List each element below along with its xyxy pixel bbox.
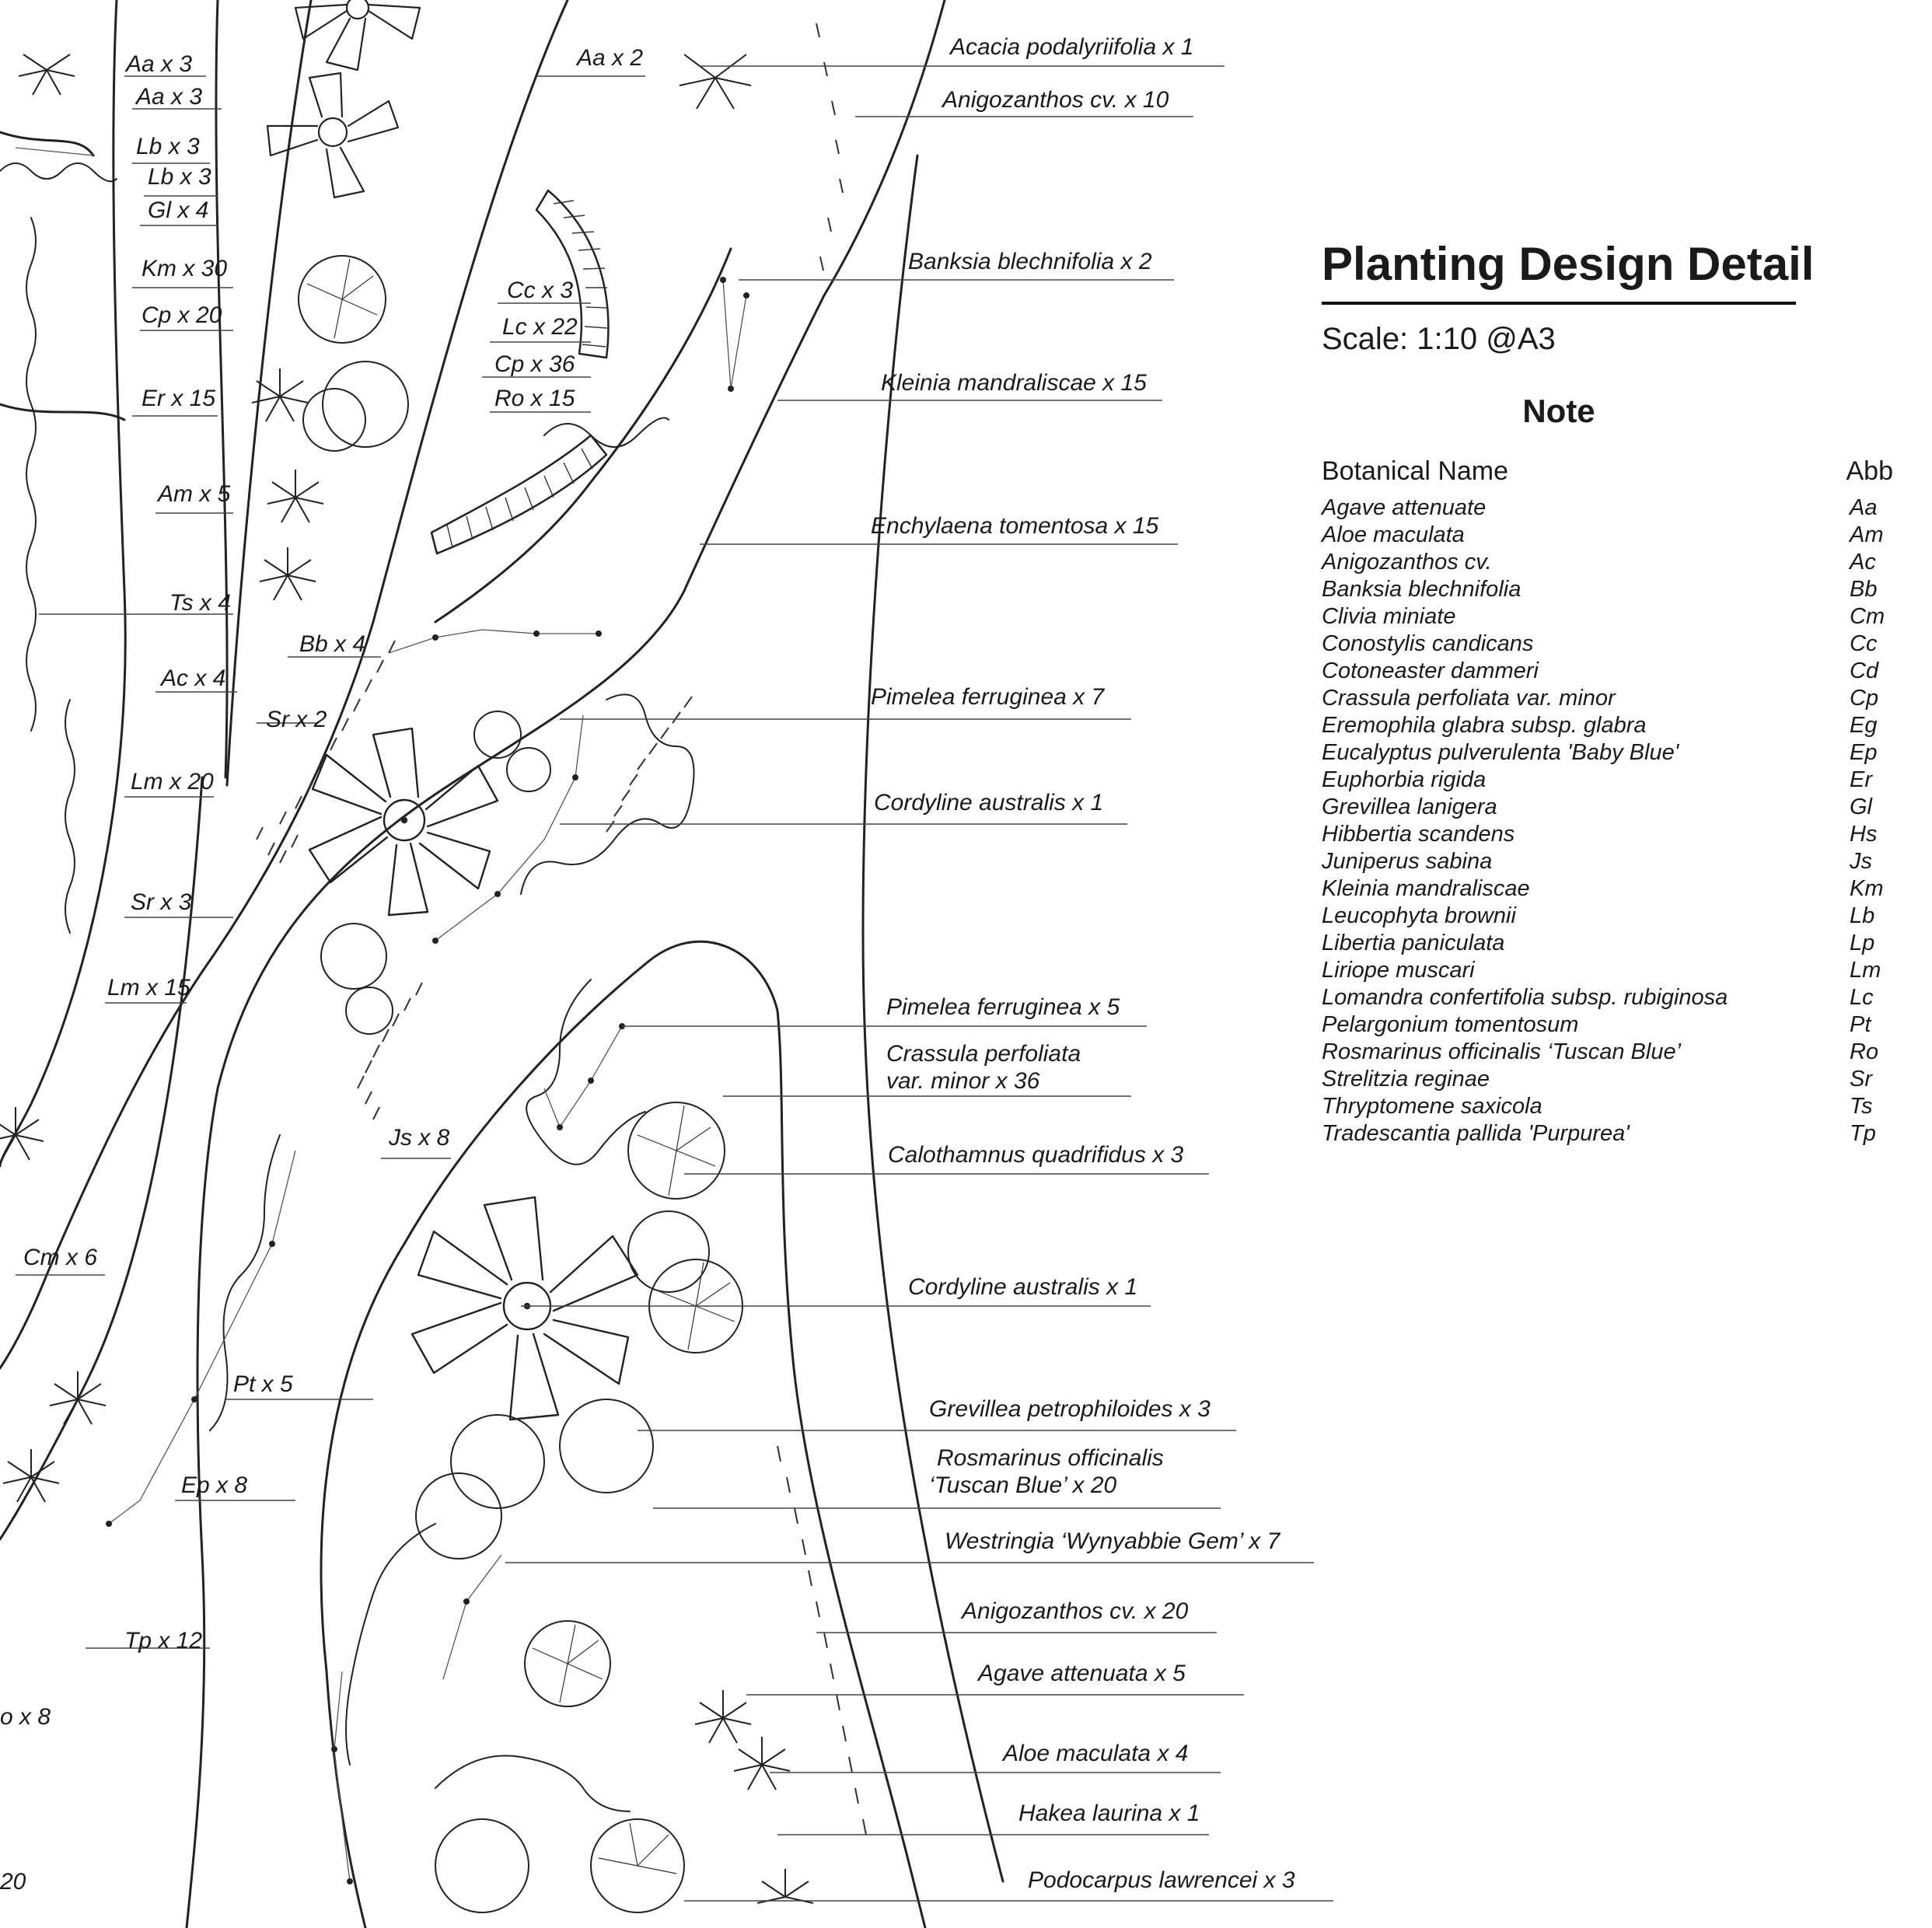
legend-abbreviation: Tp (1850, 1121, 1876, 1146)
legend-botanical-name: Tradescantia pallida 'Purpurea' (1322, 1121, 1630, 1146)
left-plant-labels (0, 51, 327, 1895)
legend-botanical-name: Leucophyta brownii (1322, 903, 1516, 928)
legend-abbreviation: Cm (1850, 604, 1885, 629)
label-hakea: Hakea laurina x 1 (1018, 1801, 1200, 1826)
legend-row (1322, 739, 1893, 767)
label-cc3: Cc x 3 (507, 278, 574, 303)
legend-row (1322, 848, 1893, 875)
legend-botanical-name: Lomandra confertifolia subsp. rubiginosa (1322, 985, 1728, 1010)
label-gl4: Gl x 4 (148, 197, 209, 223)
label-aloe: Aloe maculata x 4 (1003, 1741, 1189, 1766)
label-am5: Am x 5 (158, 481, 231, 507)
legend-abbreviation: Aa (1850, 495, 1878, 520)
label-aa2: Aa x 2 (577, 45, 644, 71)
label-ac4: Ac x 4 (161, 665, 226, 691)
star-shrub-top-2 (295, 0, 420, 70)
label-kleinia: Kleinia mandraliscae x 15 (881, 370, 1147, 396)
legend-botanical-name: Grevillea lanigera (1322, 795, 1497, 819)
label-js8: Js x 8 (389, 1125, 450, 1151)
legend-botanical-name: Eremophila glabra subsp. glabra (1322, 713, 1647, 738)
label-anigozanthos-10: Anigozanthos cv. x 10 (942, 87, 1169, 113)
legend-abbreviation: Js (1850, 849, 1872, 874)
label-x8: o x 8 (0, 1704, 51, 1730)
label-ro15: Ro x 15 (494, 386, 575, 411)
label-cp20: Cp x 20 (141, 302, 222, 328)
label-aa3b: Aa x 3 (136, 84, 203, 110)
legend-col-botanical-name: Botanical Name (1322, 456, 1509, 486)
legend-botanical-name: Thryptomene saxicola (1322, 1094, 1542, 1119)
legend-row (1322, 984, 1893, 1011)
legend-botanical-name: Hibbertia scandens (1322, 822, 1515, 847)
legend-abbreviation: Cd (1850, 658, 1879, 683)
legend-row (1322, 549, 1893, 576)
legend-row (1322, 1066, 1893, 1093)
legend-row (1322, 957, 1893, 984)
legend-abbreviation: Lc (1850, 985, 1874, 1010)
legend-row (1322, 685, 1893, 712)
legend-botanical-name: Libertia paniculata (1322, 931, 1505, 955)
label-agave: Agave attenuata x 5 (978, 1661, 1186, 1686)
legend-abbreviation: Lb (1850, 903, 1875, 928)
legend-row (1322, 794, 1893, 821)
legend-row (1322, 767, 1893, 794)
legend-row (1322, 903, 1893, 930)
label-cordyline-1a: Cordyline australis x 1 (874, 790, 1104, 816)
legend-row (1322, 630, 1893, 658)
legend-abbreviation: Am (1850, 522, 1884, 547)
legend-row (1322, 1039, 1893, 1066)
label-lb3b: Lb x 3 (148, 164, 211, 190)
label-bb4: Bb x 4 (299, 631, 366, 657)
label-lm15: Lm x 15 (107, 975, 190, 1001)
label-cm6: Cm x 6 (23, 1245, 98, 1270)
label-pimelea-5: Pimelea ferruginea x 5 (886, 994, 1120, 1020)
label-cp36: Cp x 36 (494, 351, 575, 377)
label-ts4: Ts x 4 (169, 590, 231, 616)
label-podocarpus: Podocarpus lawrencei x 3 (1028, 1867, 1295, 1893)
legend-botanical-name: Eucalyptus pulverulenta 'Baby Blue' (1322, 740, 1679, 765)
legend-abbreviation: Lp (1850, 931, 1875, 955)
label-20: 20 (0, 1869, 26, 1895)
label-acacia: Acacia podalyriifolia x 1 (950, 34, 1194, 60)
leader-lines (16, 66, 1333, 1901)
legend-abbreviation: Ep (1850, 740, 1878, 765)
legend-row (1322, 821, 1893, 848)
legend-botanical-name: Clivia miniate (1322, 604, 1456, 629)
shrub-radial-lines (307, 259, 735, 1874)
legend-rows (1322, 494, 1893, 1147)
label-lb3a: Lb x 3 (136, 134, 200, 159)
label-km30: Km x 30 (141, 256, 228, 281)
legend-row (1322, 1120, 1893, 1147)
label-er15: Er x 15 (141, 386, 216, 411)
legend-botanical-name: Juniperus sabina (1322, 849, 1493, 874)
legend-botanical-name: Euphorbia rigida (1322, 767, 1487, 792)
legend-abbreviation: Eg (1850, 713, 1878, 738)
label-westringia: Westringia ‘Wynyabbie Gem’ x 7 (945, 1528, 1280, 1554)
label-pt5: Pt x 5 (233, 1371, 293, 1397)
legend-botanical-name: Anigozanthos cv. (1322, 550, 1492, 575)
right-plant-labels (871, 34, 1295, 1893)
label-calothamnus: Calothamnus quadrifidus x 3 (888, 1142, 1184, 1168)
label-sr3: Sr x 3 (131, 889, 192, 915)
label-cordyline-1b: Cordyline australis x 1 (908, 1274, 1138, 1300)
legend-row (1322, 1093, 1893, 1120)
legend-row (1322, 1011, 1893, 1039)
label-enchylaena: Enchylaena tomentosa x 15 (871, 513, 1159, 539)
legend-abbreviation: Er (1850, 767, 1872, 792)
legend-row (1322, 712, 1893, 739)
label-anigozanthos-20: Anigozanthos cv. x 20 (962, 1598, 1189, 1624)
legend-column-headers (1322, 456, 1893, 487)
legend-botanical-name: Cotoneaster dammeri (1322, 658, 1539, 683)
legend-row (1322, 522, 1893, 549)
legend-abbreviation: Ts (1850, 1094, 1873, 1119)
legend-abbreviation: Lm (1850, 958, 1881, 983)
legend-panel (1322, 237, 1913, 1147)
legend-botanical-name: Kleinia mandraliscae (1322, 876, 1530, 901)
legend-row (1322, 658, 1893, 685)
label-grevillea: Grevillea petrophiloides x 3 (929, 1396, 1211, 1422)
wavy-groundcover (0, 163, 694, 1811)
legend-botanical-name: Conostylis candicans (1322, 631, 1534, 656)
legend-abbreviation: Pt (1850, 1012, 1871, 1037)
legend-abbreviation: Cp (1850, 686, 1879, 711)
legend-botanical-name: Agave attenuate (1322, 495, 1487, 520)
legend-abbreviation: Ro (1850, 1039, 1879, 1064)
label-banksia: Banksia blechnifolia x 2 (908, 249, 1152, 274)
legend-botanical-name: Banksia blechnifolia (1322, 577, 1521, 602)
legend-botanical-name: Crassula perfoliata var. minor (1322, 686, 1616, 711)
label-lc22: Lc x 22 (502, 314, 578, 340)
label-crassula-line2: var. minor x 36 (886, 1068, 1040, 1094)
legend-title: Planting Design Detail (1322, 237, 1796, 305)
legend-abbreviation: Bb (1850, 577, 1878, 602)
legend-col-abb: Abb (1846, 456, 1893, 486)
legend-row (1322, 576, 1893, 603)
legend-abbreviation: Hs (1850, 822, 1878, 847)
label-rosmarinus-line1: Rosmarinus officinalis (937, 1445, 1164, 1471)
label-rosmarinus-line2: ‘Tuscan Blue’ x 20 (929, 1472, 1117, 1498)
label-tp12: Tp x 12 (124, 1628, 203, 1654)
legend-row (1322, 930, 1893, 957)
label-aa3a: Aa x 3 (126, 51, 193, 77)
cordyline-symbol-lower (412, 1197, 638, 1420)
star-shrub-top (267, 73, 398, 197)
legend-row (1322, 875, 1893, 903)
label-ep8: Ep x 8 (181, 1472, 248, 1498)
legend-botanical-name: Rosmarinus officinalis ‘Tuscan Blue’ (1322, 1039, 1682, 1064)
legend-botanical-name: Pelargonium tomentosum (1322, 1012, 1579, 1037)
legend-row (1322, 494, 1893, 522)
cordyline-symbol-upper (309, 728, 498, 915)
legend-note-heading: Note (1522, 393, 1595, 429)
small-dots (106, 277, 749, 1884)
legend-abbreviation: Sr (1850, 1067, 1872, 1091)
legend-botanical-name: Aloe maculata (1322, 522, 1465, 547)
label-lm20: Lm x 20 (131, 769, 214, 795)
label-crassula-line1: Crassula perfoliata (886, 1041, 1081, 1067)
legend-abbreviation: Cc (1850, 631, 1878, 656)
planting-connectors (16, 148, 746, 1881)
legend-scale: Scale: 1:10 @A3 (1322, 322, 1556, 356)
legend-abbreviation: Gl (1850, 795, 1872, 819)
legend-row (1322, 603, 1893, 630)
legend-botanical-name: Liriope muscari (1322, 958, 1475, 983)
legend-abbreviation: Km (1850, 876, 1884, 901)
legend-abbreviation: Ac (1850, 550, 1876, 575)
legend-botanical-name: Strelitzia reginae (1322, 1067, 1490, 1091)
label-pimelea-7: Pimelea ferruginea x 7 (871, 684, 1105, 710)
label-sr2: Sr x 2 (266, 707, 327, 732)
